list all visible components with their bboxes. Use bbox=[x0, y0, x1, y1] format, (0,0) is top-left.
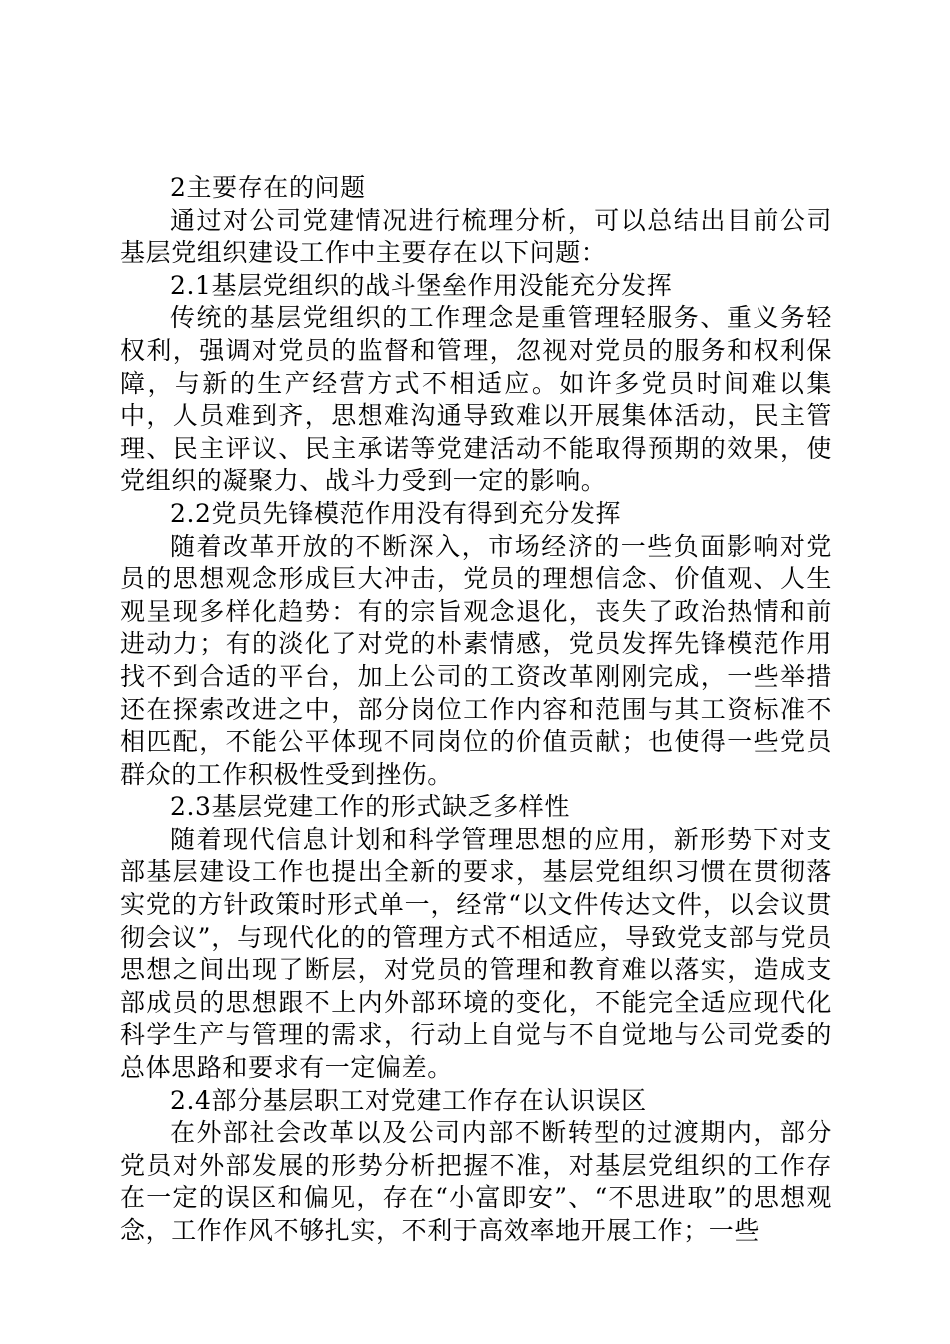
paragraph-2-1: 传统的基层党组织的工作理念是重管理轻服务、重义务轻权利，强调对党员的监督和管理，忽视对党员的服务和权利保障，与新的生产经营方式不相适应。如许多党员时间难以集中，人员难到齐，思想难沟通导致难以开展集体活动，民主管理、民主评议、民主承诺等党建活动不能取得预期的效果，使党组织的凝聚力、战斗力受到一定的影响。 bbox=[120, 303, 832, 496]
section-heading-2-4: 2.4部分基层职工对党建工作存在认识误区 bbox=[170, 1085, 647, 1115]
section-heading-2-1: 2.1基层党组织的战斗堡垒作用没能充分发挥 bbox=[170, 270, 673, 300]
section-heading-2-2: 2.2党员先锋模范作用没有得到充分发挥 bbox=[170, 498, 622, 528]
document-body bbox=[120, 172, 832, 1248]
paragraph-intro: 通过对公司党建情况进行梳理分析，可以总结出目前公司基层党组织建设工作中主要存在以下问题： bbox=[120, 205, 832, 268]
paragraph-2-4: 在外部社会改革以及公司内部不断转型的过渡期内，部分党员对外部发展的形势分析把握不准，对基层党组织的工作存在一定的误区和偏见，存在“小富即安”、“不思进取”的思想观念，工作作风不够扎实，不利于高效率地开展工作；一些 bbox=[120, 1118, 832, 1245]
section-heading-2: 2主要存在的问题 bbox=[170, 173, 366, 202]
paragraph-2-2: 随着改革开放的不断深入，市场经济的一些负面影响对党员的思想观念形成巨大冲击，党员的理想信念、价值观、人生观呈现多样化趋势：有的宗旨观念退化，丧失了政治热情和前进动力；有的淡化了对党的朴素情感，党员发挥先锋模范作用找不到合适的平台，加上公司的工资改革刚刚完成，一些举措还在探索改进之中，部分岗位工作内容和范围与其工资标准不相匹配，不能公平体现不同岗位的价值贡献；也使得一些党员群众的工作积极性受到挫伤。 bbox=[120, 531, 832, 789]
paragraph-2-3: 随着现代信息计划和科学管理思想的应用，新形势下对支部基层建设工作也提出全新的要求，基层党组织习惯在贯彻落实党的方针政策时形式单一，经常“以文件传达文件，以会议贯彻会议”，与现代化的的管理方式不相适应，导致党支部与党员思想之间出现了断层，对党员的管理和教育难以落实，造成支部成员的思想跟不上内外部环境的变化，不能完全适应现代化科学生产与管理的需求，行动上自觉与不自觉地与公司党委的总体思路和要求有一定偏差。 bbox=[120, 824, 832, 1083]
section-heading-2-3: 2.3基层党建工作的形式缺乏多样性 bbox=[170, 792, 570, 822]
